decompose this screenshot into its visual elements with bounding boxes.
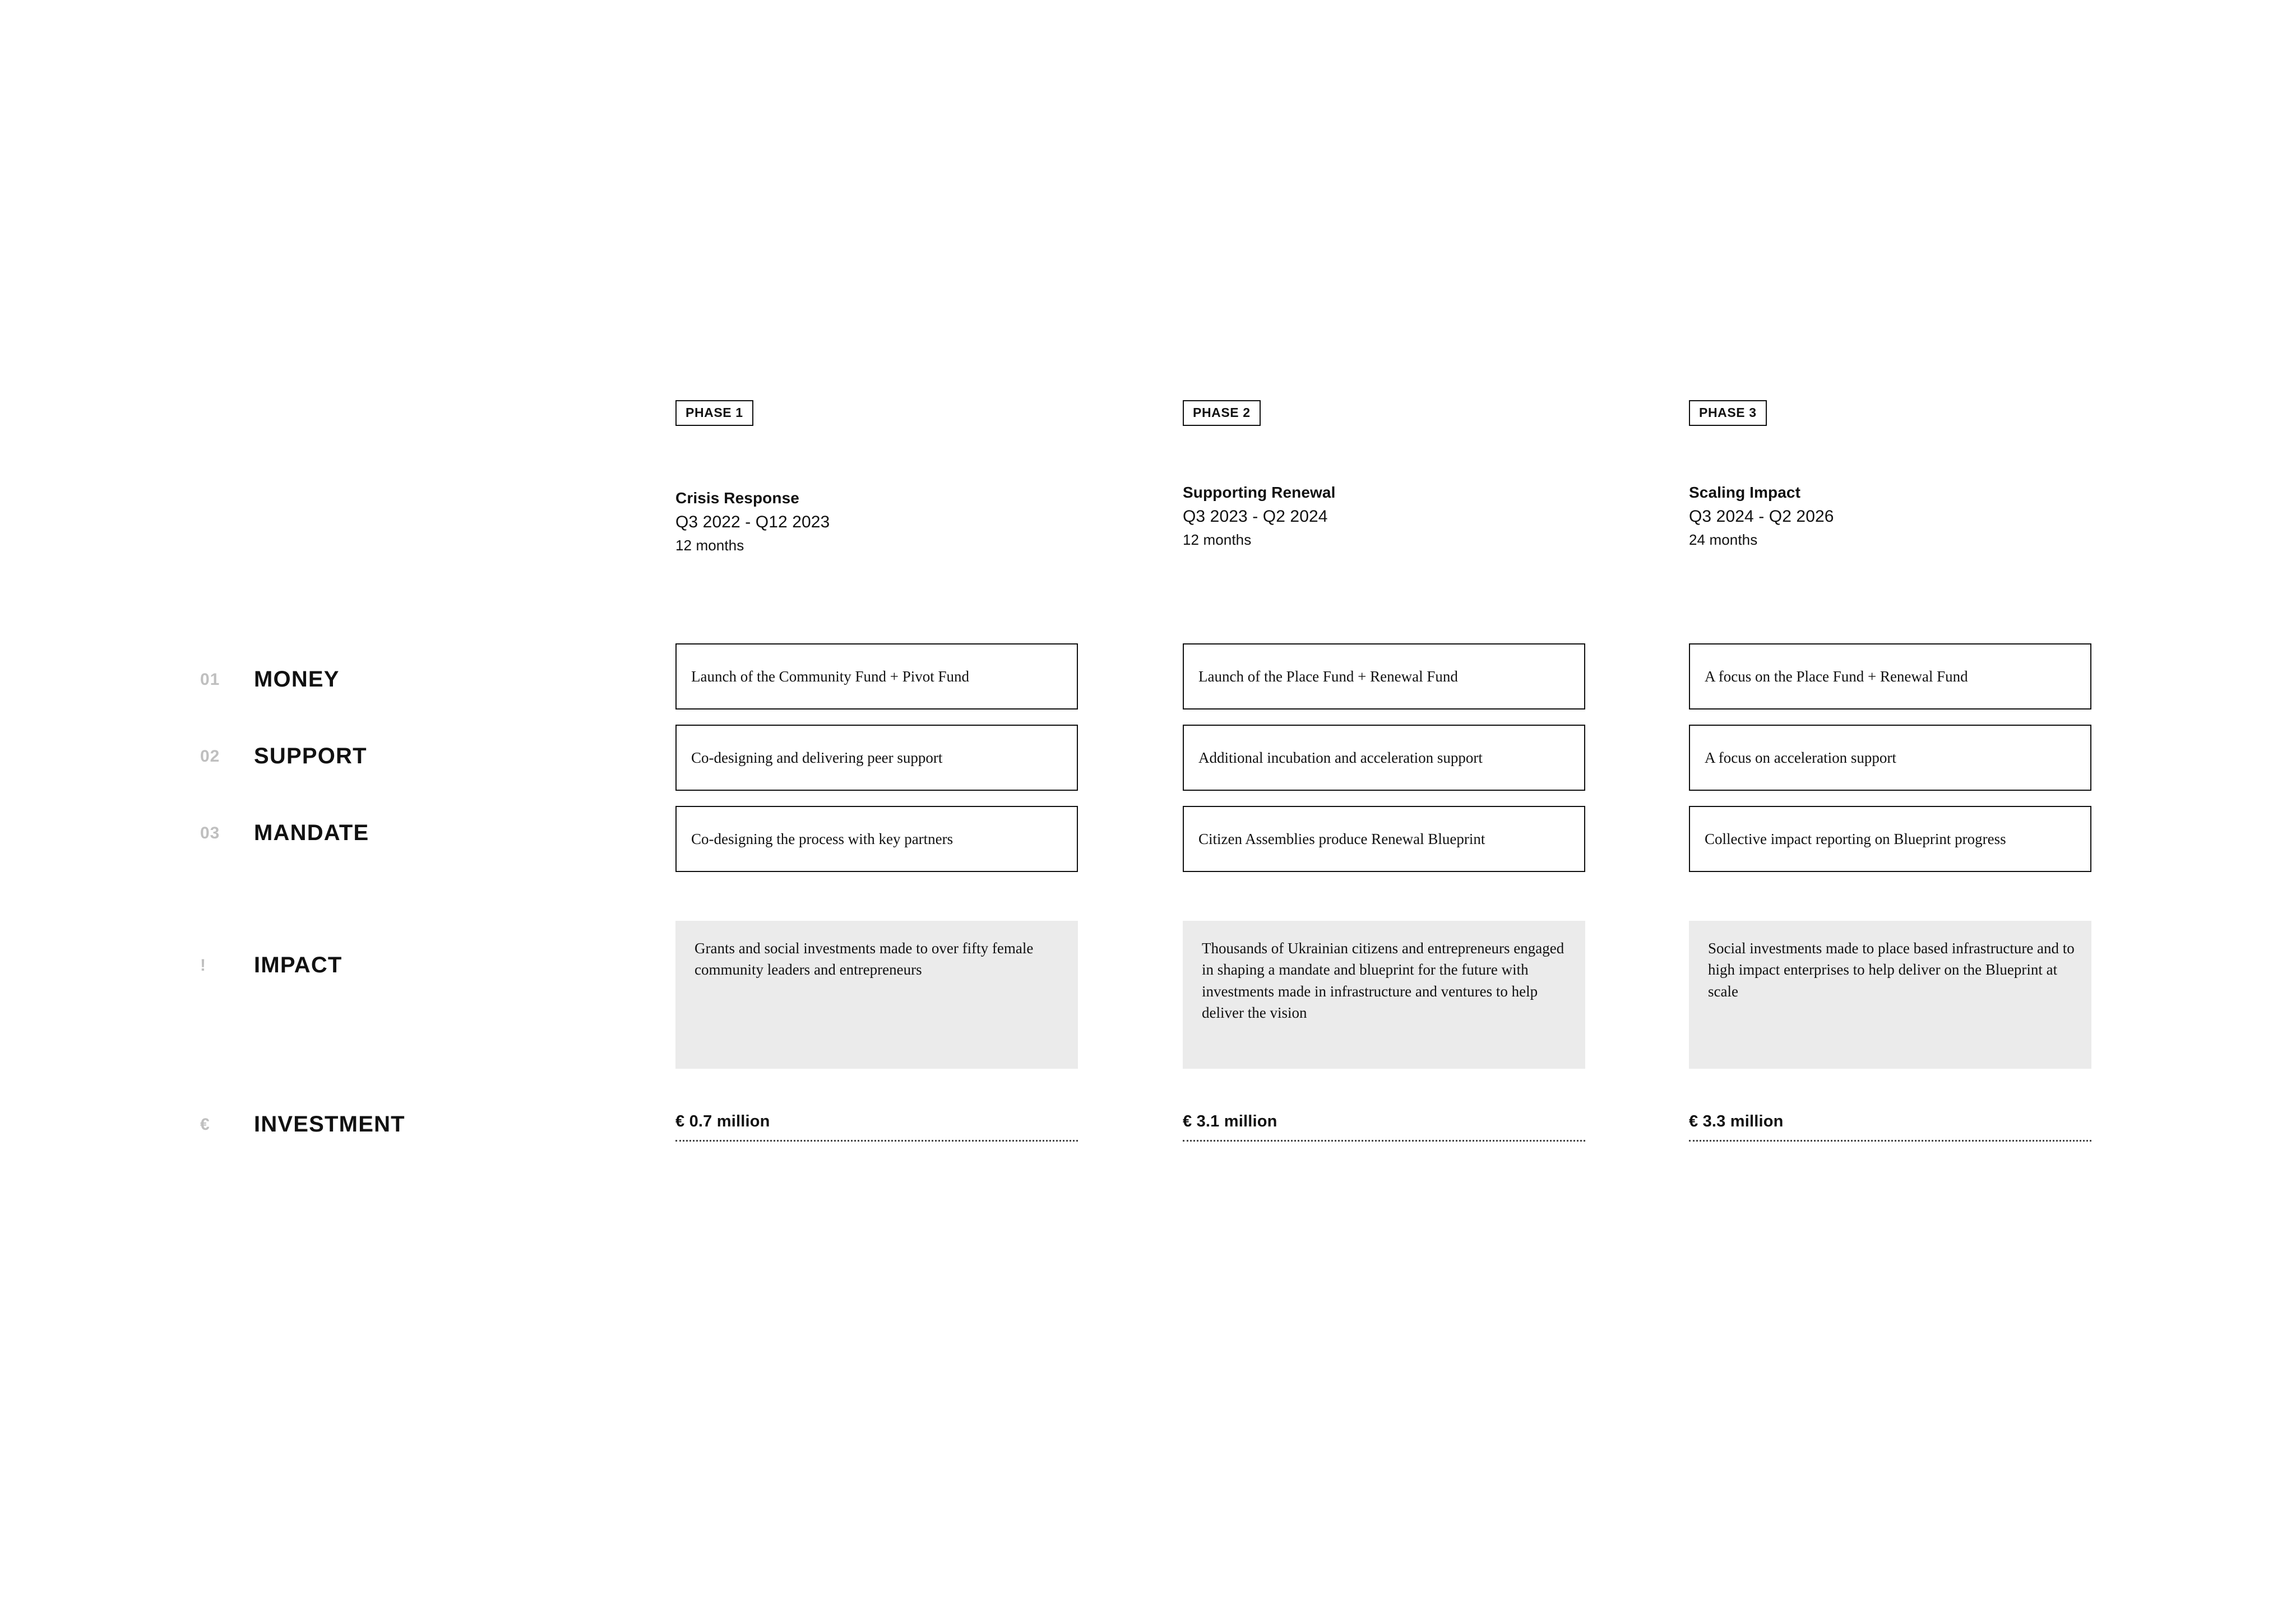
phase-1-title: Crisis Response [675,489,799,507]
cell-support-phase-3 [1689,725,2091,791]
phase-badge-3-label: PHASE 3 [1699,405,1757,420]
cell-mandate-phase-3 [1689,806,2091,872]
row-label-impact [200,953,342,978]
investment-phase-3-amount: € 3.3 million [1689,1112,1784,1130]
phase-badge-1-label: PHASE 1 [686,405,743,420]
cell-mandate-phase-3-text: Collective impact reporting on Blueprint progress [1705,830,2006,847]
phase-badge-1 [675,400,753,426]
row-number-01: 01 [200,670,220,689]
cell-mandate-phase-1 [675,806,1078,872]
investment-phase-2 [1183,1112,1585,1142]
phase-1-duration: 12 months [675,536,744,554]
row-label-investment [200,1112,405,1137]
cell-support-phase-2-text: Additional incubation and acceleration support [1198,749,1483,766]
row-number-03: 03 [200,823,220,842]
cell-support-phase-2 [1183,725,1585,791]
cell-impact-phase-3 [1689,921,2091,1069]
cell-money-phase-2 [1183,643,1585,710]
cell-support-phase-1-text: Co-designing and delivering peer support [691,749,943,766]
row-name-support: SUPPORT [254,744,367,768]
row-name-mandate: MANDATE [254,820,369,845]
cell-money-phase-3-text: A focus on the Place Fund + Renewal Fund [1705,667,1968,685]
cell-mandate-phase-1-text: Co-designing the process with key partners [691,830,953,847]
phase-1-dates: Q3 2022 - Q12 2023 [675,513,830,531]
cell-money-phase-1 [675,643,1078,710]
row-number-investment: € [200,1115,210,1134]
row-name-investment: INVESTMENT [254,1112,405,1137]
investment-phase-1-rule [675,1140,1078,1142]
row-number-impact: ! [200,956,206,975]
phase-header-2 [1183,481,1609,551]
cell-money-phase-2-text: Launch of the Place Fund + Renewal Fund [1198,667,1458,685]
phase-3-dates: Q3 2024 - Q2 2026 [1689,507,1834,526]
cell-money-phase-3 [1689,643,2091,710]
row-number-02: 02 [200,746,220,766]
cell-money-phase-1-text: Launch of the Community Fund + Pivot Fund [691,667,969,685]
cell-impact-phase-3-text: Social investments made to place based infrastructure and to high impact enterprises to help deliver on the Blueprint at scale [1708,940,2075,1000]
cell-impact-phase-1-text: Grants and social investments made to over fifty female community leaders and entrepreneurs [695,940,1034,979]
cell-mandate-phase-2-text: Citizen Assemblies produce Renewal Blueprint [1198,830,1485,847]
cell-support-phase-3-text: A focus on acceleration support [1705,749,1896,766]
phase-badge-2 [1183,400,1261,426]
cell-impact-phase-2-text: Thousands of Ukrainian citizens and entrepreneurs engaged in shaping a mandate and blueprint for the future with investments made in infrastructure and ventures to help deliver the vision [1202,940,1564,1021]
phase-3-title: Scaling Impact [1689,484,1801,501]
cell-impact-phase-2 [1183,921,1585,1069]
investment-phase-1-amount: € 0.7 million [675,1112,770,1130]
investment-phase-2-rule [1183,1140,1585,1142]
investment-phase-1 [675,1112,1078,1142]
cell-impact-phase-1 [675,921,1078,1069]
investment-phase-3-rule [1689,1140,2091,1142]
phase-badge-2-label: PHASE 2 [1193,405,1251,420]
investment-phase-2-amount: € 3.1 million [1183,1112,1277,1130]
cell-mandate-phase-2 [1183,806,1585,872]
phase-2-duration: 12 months [1183,531,1252,548]
phase-badge-3 [1689,400,1767,426]
cell-support-phase-1 [675,725,1078,791]
phase-2-dates: Q3 2023 - Q2 2024 [1183,507,1328,526]
row-name-money: MONEY [254,667,340,692]
row-name-impact: IMPACT [254,953,342,977]
row-label-mandate [200,820,369,846]
phase-header-3 [1689,481,2115,551]
investment-phase-3 [1689,1112,2091,1142]
row-label-money [200,667,340,692]
phase-3-duration: 24 months [1689,531,1758,548]
phase-2-title: Supporting Renewal [1183,484,1336,501]
phase-header-1 [675,486,1101,557]
row-label-support [200,744,367,769]
